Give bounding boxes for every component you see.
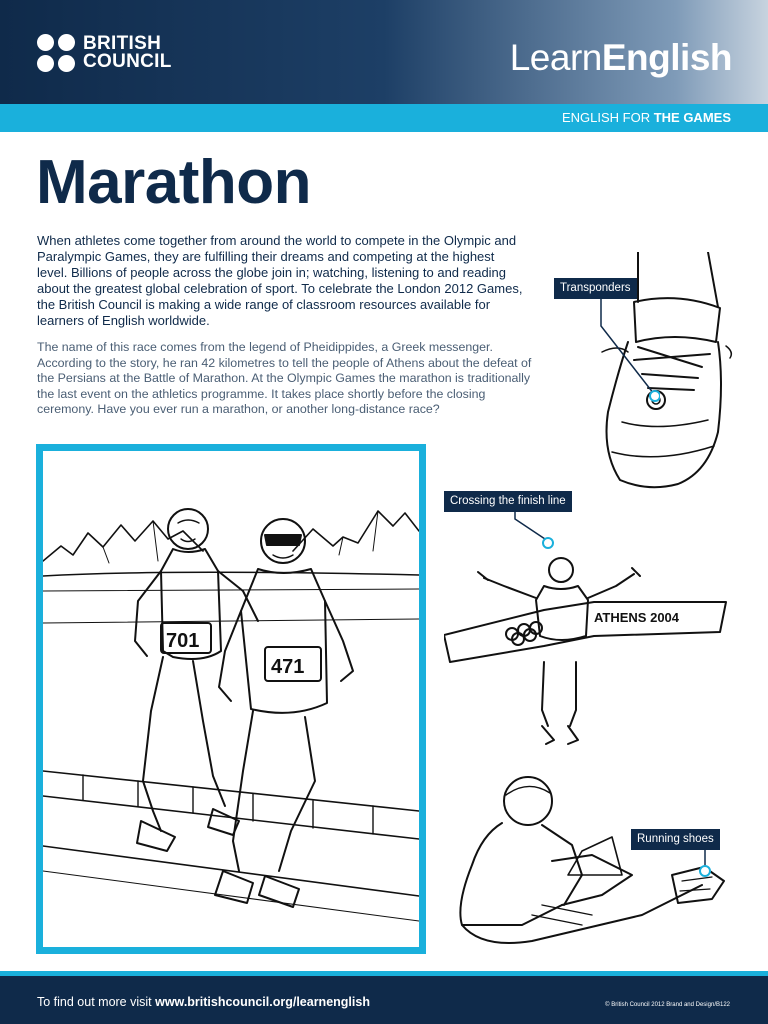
finish-line-illustration <box>444 540 729 755</box>
intro-paragraph: When athletes come together from around the world to compete in the Olympic and Paralympic Games, they are fulfilling their dreams and competing at the highest level. Billions of people across the globe join in; watching, listening to and reading about the greatest global celebration of sport. To celebrate the London 2012 Games, the British Council is making a wide range of classroom resources available for learners of English worldwide. <box>37 233 523 328</box>
finish-line-label: Crossing the finish line <box>444 491 572 512</box>
running-shoes-label: Running shoes <box>631 829 720 850</box>
learnenglish-logo[interactable]: LearnEnglish <box>509 37 732 78</box>
runner-bib-1: 701 <box>166 630 200 652</box>
footer-visit-text: To find out more visit www.britishcouncil.org/learnenglish <box>37 995 370 1009</box>
running-shoes-pointer <box>690 847 720 879</box>
transponders-label: Transponders <box>554 278 637 299</box>
runners-illustration <box>43 451 419 947</box>
british-council-dots-icon <box>37 34 77 74</box>
series-title: ENGLISH FOR THE GAMES <box>561 110 731 125</box>
brand-name: BRITISH COUNCIL <box>83 33 172 72</box>
copyright: © British Council 2012 Brand and Design/B122 <box>605 1002 730 1008</box>
transponders-pointer <box>598 296 660 402</box>
sub-header-strip <box>0 104 768 132</box>
runner-bib-2: 471 <box>271 656 305 678</box>
footer <box>0 971 768 1024</box>
runners-illustration-frame <box>36 444 426 954</box>
banner-text: ATHENS 2004 <box>594 610 680 625</box>
finish-line-pointer <box>510 509 560 551</box>
header-banner <box>0 0 768 104</box>
british-council-logo[interactable] <box>37 34 187 74</box>
stretching-athlete-illustration <box>442 765 732 955</box>
learnenglish-url-link[interactable]: www.britishcouncil.org/learnenglish <box>155 995 370 1009</box>
story-paragraph: The name of this race comes from the legend of Pheidippides, a Greek messenger. According to the story, he ran 42 kilometres to tell the people of Athens about the defeat of the Persians at the Battle of Marathon. At the Olympic Games the marathon is traditionally the last event on the athletics programme. It takes place shortly before the closing ceremony. Have you ever run a marathon, or another long-distance race? <box>37 340 532 417</box>
page-title: Marathon <box>36 148 311 217</box>
